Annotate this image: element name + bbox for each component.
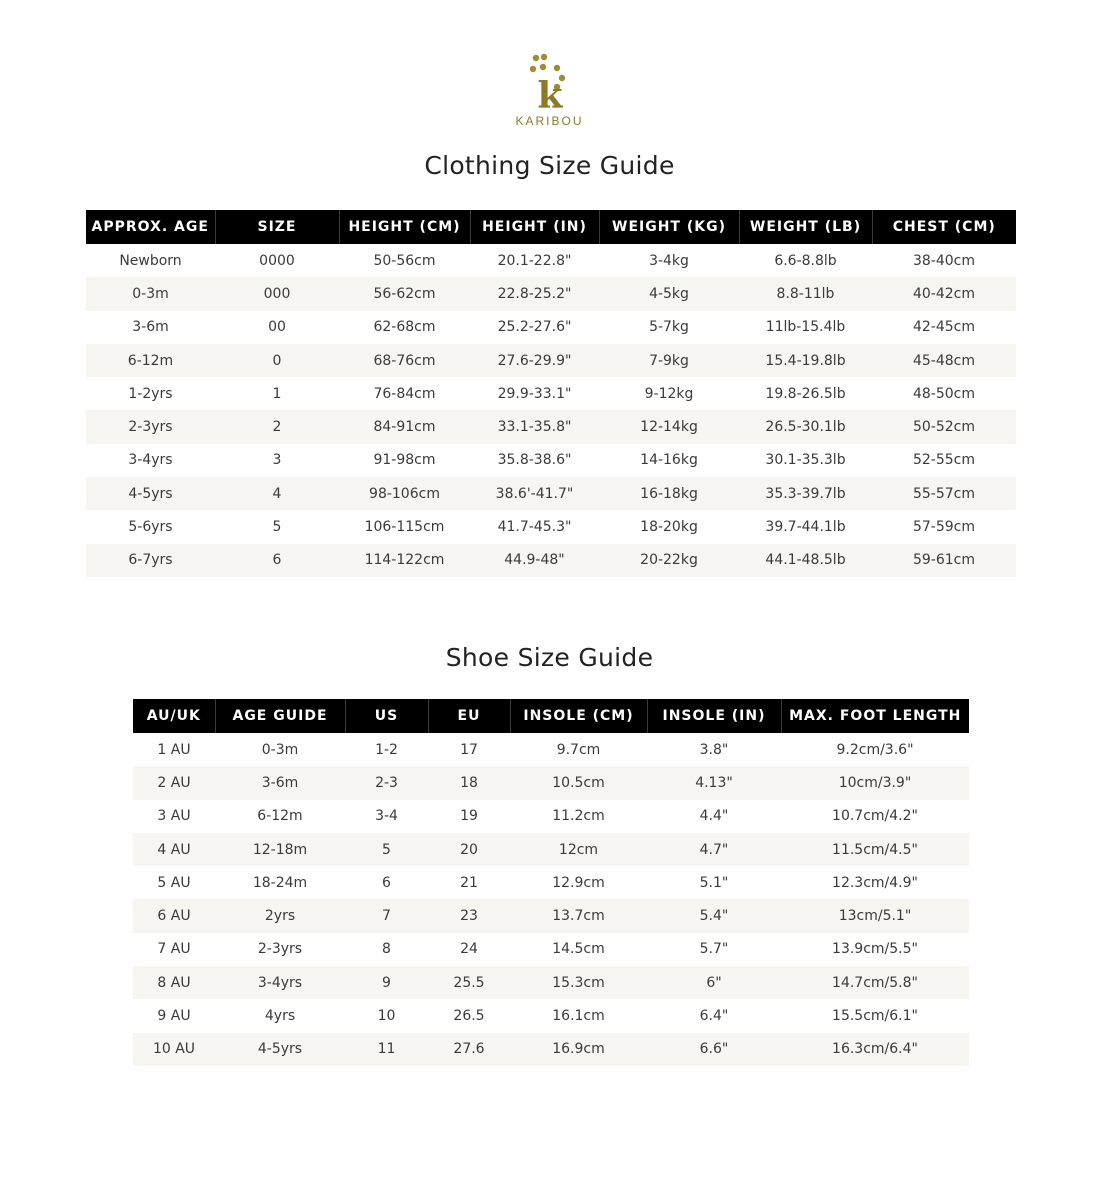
table-cell: 9.2cm/3.6"	[836, 741, 914, 758]
table-cell: 14.5cm	[552, 941, 605, 958]
table-cell: 7	[345, 899, 428, 932]
table-cell: 8	[382, 941, 391, 958]
table-cell: 52-55cm	[912, 452, 975, 469]
table-cell: 56-62cm	[339, 277, 470, 310]
table-cell: 12.9cm	[552, 874, 605, 891]
table-row	[133, 966, 969, 999]
table-cell: 23	[428, 899, 510, 932]
column-header: AU/UK	[133, 699, 215, 733]
table-cell: 42-45cm	[912, 319, 975, 336]
table-cell: 21	[460, 874, 478, 891]
table-cell: 6-12m	[257, 808, 303, 825]
table-cell: 000	[215, 277, 339, 310]
table-cell: 26.5-30.1lb	[739, 410, 872, 443]
table-row	[86, 510, 1016, 543]
table-row	[86, 311, 1016, 344]
table-row	[133, 1033, 969, 1066]
table-cell: 3-4	[375, 808, 398, 825]
table-cell: 13.9cm/5.5"	[832, 941, 918, 958]
table-cell: 5.4"	[647, 899, 781, 932]
table-row	[133, 933, 969, 966]
column-header: SIZE	[215, 210, 339, 244]
table-cell: 11lb-15.4lb	[765, 319, 846, 336]
table-cell: 3	[272, 452, 282, 469]
table-cell: 7 AU	[157, 941, 191, 958]
table-cell: 6-12m	[86, 344, 215, 377]
clothing-header-row	[86, 210, 1016, 244]
table-cell: 10cm/3.9"	[781, 766, 969, 799]
column-header: WEIGHT (LB)	[739, 210, 872, 244]
table-cell: 114-122cm	[339, 544, 470, 577]
table-cell: 10	[377, 1008, 396, 1025]
table-cell: 6	[215, 544, 339, 577]
table-cell: 98-106cm	[339, 477, 470, 510]
table-cell: 6.4"	[699, 1008, 729, 1025]
karibou-logo-icon	[528, 52, 572, 112]
table-cell: 4.7"	[647, 833, 781, 866]
table-cell: 18-24m	[252, 874, 308, 891]
table-cell: Newborn	[119, 252, 182, 269]
table-cell: 4-5yrs	[215, 1033, 345, 1066]
table-cell: 19.8-26.5lb	[765, 385, 846, 402]
table-cell: 9 AU	[157, 1008, 191, 1025]
table-cell: 0000	[259, 252, 295, 269]
table-cell: 3-4yrs	[128, 452, 173, 469]
table-cell: 4-5kg	[599, 277, 739, 310]
table-cell: 25.2-27.6"	[497, 319, 572, 336]
table-cell: 5.1"	[699, 874, 729, 891]
table-cell: 18	[428, 766, 510, 799]
table-row	[86, 377, 1016, 410]
table-cell: 39.7-44.1lb	[765, 519, 846, 536]
column-header: HEIGHT (IN)	[470, 210, 599, 244]
table-cell: 76-84cm	[373, 385, 436, 402]
table-cell: 9	[345, 966, 428, 999]
table-cell: 3-4kg	[649, 252, 689, 269]
table-cell: 17	[460, 741, 478, 758]
table-cell: 1	[272, 385, 282, 402]
table-cell: 6"	[647, 966, 781, 999]
table-cell: 2-3	[345, 766, 428, 799]
table-row	[86, 544, 1016, 577]
table-cell: 12.3cm/4.9"	[832, 874, 918, 891]
table-cell: 11.5cm/4.5"	[781, 833, 969, 866]
table-cell: 15.3cm	[510, 966, 647, 999]
column-header: CHEST (CM)	[872, 210, 1016, 244]
table-cell: 84-91cm	[339, 410, 470, 443]
table-cell: 38.6'-41.7"	[470, 477, 599, 510]
table-cell: 10 AU	[133, 1033, 215, 1066]
table-cell: 0	[215, 344, 339, 377]
table-cell: 20.1-22.8"	[497, 252, 572, 269]
table-cell: 13.7cm	[510, 899, 647, 932]
table-cell: 1 AU	[157, 741, 191, 758]
column-header: APPROX. AGE	[86, 210, 215, 244]
table-cell: 2	[215, 410, 339, 443]
table-cell: 44.9-48"	[470, 544, 599, 577]
table-cell: 16.1cm	[552, 1008, 605, 1025]
table-cell: 38-40cm	[912, 252, 975, 269]
shoe-size-table	[133, 699, 969, 1066]
table-cell: 2-3yrs	[257, 941, 303, 958]
table-cell: 2 AU	[133, 766, 215, 799]
table-cell: 35.8-38.6"	[497, 452, 572, 469]
table-cell: 20-22kg	[599, 544, 739, 577]
table-cell: 59-61cm	[872, 544, 1016, 577]
table-cell: 25.5	[428, 966, 510, 999]
table-row	[133, 766, 969, 799]
table-cell: 9-12kg	[644, 385, 694, 402]
table-cell: 00	[268, 319, 286, 336]
table-cell: 45-48cm	[872, 344, 1016, 377]
column-header: HEIGHT (CM)	[339, 210, 470, 244]
table-cell: 7-9kg	[599, 344, 739, 377]
table-cell: 8.8-11lb	[739, 277, 872, 310]
table-cell: 15.4-19.8lb	[739, 344, 872, 377]
table-cell: 35.3-39.7lb	[739, 477, 872, 510]
table-cell: 57-59cm	[912, 519, 975, 536]
table-row	[133, 899, 969, 932]
table-cell: 10.5cm	[510, 766, 647, 799]
table-cell: 16.3cm/6.4"	[781, 1033, 969, 1066]
table-cell: 48-50cm	[912, 385, 975, 402]
table-cell: 14.7cm/5.8"	[781, 966, 969, 999]
column-header: INSOLE (CM)	[510, 699, 647, 733]
table-cell: 41.7-45.3"	[497, 519, 572, 536]
table-cell: 11.2cm	[552, 808, 605, 825]
table-cell: 22.8-25.2"	[470, 277, 599, 310]
brand-logo	[0, 52, 1099, 128]
table-cell: 16.9cm	[510, 1033, 647, 1066]
table-cell: 4.13"	[647, 766, 781, 799]
table-cell: 3-6m	[132, 319, 169, 336]
table-cell: 5-6yrs	[128, 519, 173, 536]
table-cell: 6-7yrs	[86, 544, 215, 577]
table-cell: 27.6-29.9"	[470, 344, 599, 377]
table-row	[86, 410, 1016, 443]
table-row	[133, 866, 969, 899]
table-cell: 5	[272, 519, 282, 536]
table-cell: 0-3m	[86, 277, 215, 310]
table-cell: 2-3yrs	[86, 410, 215, 443]
table-row	[86, 344, 1016, 377]
table-cell: 44.1-48.5lb	[739, 544, 872, 577]
table-cell: 1-2yrs	[128, 385, 173, 402]
table-row	[86, 244, 1016, 277]
table-cell: 8 AU	[133, 966, 215, 999]
column-header: US	[345, 699, 428, 733]
table-cell: 13cm/5.1"	[781, 899, 969, 932]
table-cell: 91-98cm	[373, 452, 436, 469]
column-header: EU	[428, 699, 510, 733]
column-header: AGE GUIDE	[215, 699, 345, 733]
table-row	[86, 444, 1016, 477]
table-cell: 3-4yrs	[215, 966, 345, 999]
table-cell: 11	[345, 1033, 428, 1066]
table-cell: 12-14kg	[599, 410, 739, 443]
table-cell: 1-2	[375, 741, 398, 758]
table-cell: 29.9-33.1"	[497, 385, 572, 402]
table-cell: 62-68cm	[373, 319, 436, 336]
table-cell: 27.6	[428, 1033, 510, 1066]
shoe-title: Shoe Size Guide	[445, 643, 654, 672]
table-cell: 50-52cm	[872, 410, 1016, 443]
table-cell: 26.5	[453, 1008, 485, 1025]
table-cell: 68-76cm	[339, 344, 470, 377]
table-cell: 12cm	[510, 833, 647, 866]
table-row	[133, 999, 969, 1032]
table-cell: 6	[382, 874, 391, 891]
table-cell: 18-20kg	[640, 519, 698, 536]
column-header: MAX. FOOT LENGTH	[781, 699, 969, 733]
table-cell: 40-42cm	[872, 277, 1016, 310]
clothing-title: Clothing Size Guide	[424, 151, 675, 180]
table-cell: 19	[460, 808, 478, 825]
table-cell: 0-3m	[261, 741, 299, 758]
table-cell: 106-115cm	[364, 519, 445, 536]
table-row	[133, 733, 969, 766]
table-cell: 4 AU	[133, 833, 215, 866]
table-cell: 5-7kg	[649, 319, 689, 336]
table-cell: 4-5yrs	[86, 477, 215, 510]
table-cell: 15.5cm/6.1"	[832, 1008, 918, 1025]
table-cell: 2yrs	[215, 899, 345, 932]
table-cell: 20	[428, 833, 510, 866]
shoe-header-row	[133, 699, 969, 733]
logo-letter: k	[537, 75, 562, 112]
table-cell: 30.1-35.3lb	[765, 452, 846, 469]
table-cell: 50-56cm	[373, 252, 436, 269]
table-cell: 3 AU	[157, 808, 191, 825]
table-row	[86, 277, 1016, 310]
table-cell: 4yrs	[264, 1008, 296, 1025]
table-row	[133, 800, 969, 833]
table-cell: 24	[460, 941, 478, 958]
table-cell: 33.1-35.8"	[470, 410, 599, 443]
clothing-size-table	[86, 210, 1016, 577]
table-cell: 6.6-8.8lb	[774, 252, 837, 269]
table-cell: 5	[345, 833, 428, 866]
table-cell: 3-6m	[215, 766, 345, 799]
column-header: INSOLE (IN)	[647, 699, 781, 733]
table-cell: 6 AU	[133, 899, 215, 932]
table-cell: 4	[215, 477, 339, 510]
table-cell: 9.7cm	[556, 741, 601, 758]
table-cell: 5.7"	[699, 941, 729, 958]
table-cell: 4.4"	[699, 808, 729, 825]
brand-name: KARIBOU	[515, 114, 584, 128]
table-cell: 5 AU	[157, 874, 191, 891]
table-cell: 6.6"	[647, 1033, 781, 1066]
table-cell: 12-18m	[215, 833, 345, 866]
table-cell: 55-57cm	[872, 477, 1016, 510]
table-cell: 16-18kg	[599, 477, 739, 510]
column-header: WEIGHT (KG)	[599, 210, 739, 244]
table-cell: 10.7cm/4.2"	[832, 808, 918, 825]
table-cell: 3.8"	[699, 741, 729, 758]
table-row	[86, 477, 1016, 510]
table-cell: 14-16kg	[640, 452, 698, 469]
table-row	[133, 833, 969, 866]
